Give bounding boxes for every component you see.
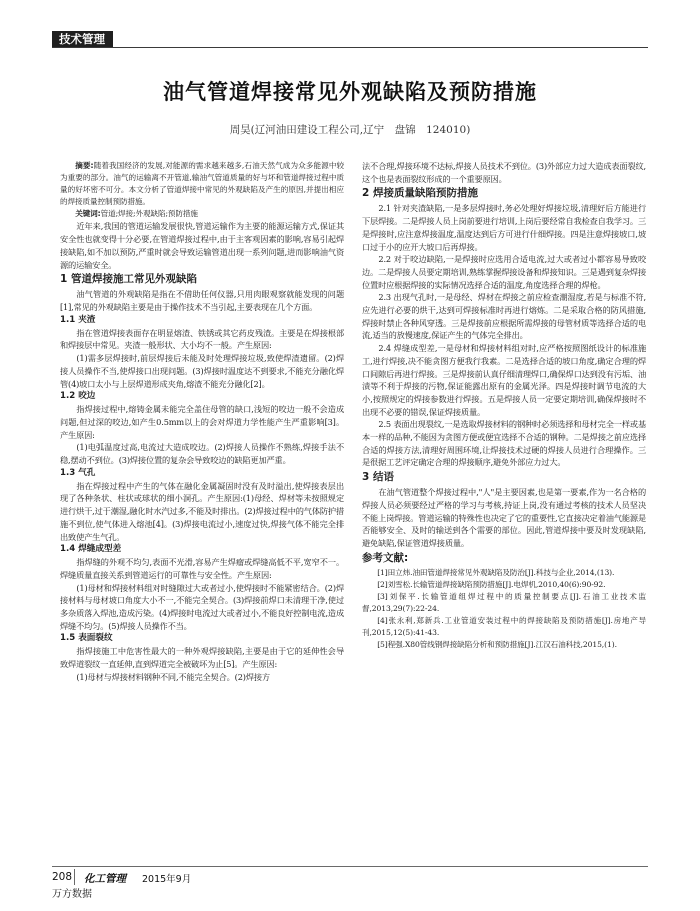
section-1-5-causes: (1)母材与焊接材料钢种不同,不能完全契合。(2)焊接方 (76, 671, 270, 682)
reference-item: [5]程强.X80管线钢焊接缺陷分析和预防措施[J].江汉石油科技,2015,(1). (377, 639, 617, 649)
section-1-4-causes: (1)母材和焊接材料组对时缝隙过大或者过小,使焊接时不能紧密结合。(2)焊接材料与母材坡口角度大小不一,不能完全契合。(3)焊接前焊口未清理干净,使过多杂质落入焊池,造成污染。(4)焊接时电流过大或者过小,不能良好控制电流,造成焊缝不均匀。(5)焊接人员操作不当。 (60, 582, 344, 631)
left-column (60, 160, 344, 684)
header-rule (52, 47, 648, 48)
section-1-5-paragraph: 指焊接施工中危害性最大的一种外观焊接缺陷,主要是由于它的延伸性会导致焊道裂纹一直延伸,直到焊道完全被破坏为止[5]。产生原因: (60, 646, 344, 670)
section-2-5-paragraph: 2.5 表面出现裂纹,一是选取焊接材料的钢种时必须选择和母材完全一样或基本一样的品种,不能因为贪图方便或便宜选择不合适的钢种。二是焊接之前应选择合适的焊接方法,清理好周围环境,让焊接技术过硬的焊接人员进行合理操作。三是很据工艺评定确定合理的焊接顺序,避免外部应力过大。 (362, 419, 646, 468)
article-title: 油气管道焊接常见外观缺陷及预防措施 (163, 80, 537, 104)
section-1-1-causes: (1)需多层焊接时,前层焊接后未能及时处理焊接垃圾,致使焊渣遗留。(2)焊接人员操作不当,使焊接口出现问题。(3)焊接时温度达不到要求,不能充分融化焊管(4)坡口太小与上层焊道形成夹角,熔渣不能充分融化[2]。 (60, 353, 344, 389)
section-1-3-heading: 1.3 气孔 (60, 467, 96, 478)
references-heading: 参考文献: (362, 551, 409, 564)
section-1-2-heading: 1.2 咬边 (60, 391, 96, 402)
section-3-heading: 3 结语 (362, 471, 394, 484)
reference-item: [3]刘保平.长输管道组焊过程中的质量控制要点[J].石油工业技术监督,2013,29(7):22-24. (362, 591, 646, 613)
keywords-label: 关键词: (75, 209, 101, 219)
journal-name: 化工管理 (84, 873, 126, 885)
section-1-4-heading: 1.4 焊缝成型差 (60, 544, 122, 555)
section-2-1-paragraph: 2.1 针对夹渣缺陷,一是多层焊接时,务必处理好焊接垃圾,清理好后方能进行下层焊接。二是焊接人员上岗前要进行培训,上岗后要经常自我检查自我学习。三是焊接时,应注意焊接温度,温度达到后方可进行什细焊接。四是注意焊接坡口,坡口过于小的应开大坡口后再焊接。 (362, 203, 646, 252)
section-1-4-paragraph: 指焊缝的外观不均匀,表面不光滑,容易产生焊瘤或焊缝高低不平,宽窄不一。焊缝质量直接关系到管道运行的可靠性与安全性。产生原因: (60, 557, 344, 580)
intro-paragraph: 近年来,我国的管道运输发展很快,管道运输作为主要的能源运输方式,保证其安全性也就变得十分必要,在管道焊接过程中,由于主客观因素的影响,容易引起焊接缺陷,如不加以预防,严重时就会导致运输管道出现一系列问题,进而影响油气资源的运输安全。 (60, 221, 344, 270)
abstract-label: 摘要: (75, 161, 94, 170)
section-2-heading: 2 焊接质量缺陷预防措施 (362, 187, 478, 200)
right-column (362, 160, 646, 651)
section-1-1-heading: 1.1 夹渣 (60, 314, 96, 325)
footer-separator (74, 869, 75, 885)
conclusion-paragraph: 在油气管道整个焊接过程中,"人"是主要因素,也是第一要素,作为一名合格的焊接人员必须要经过严格的学习与考核,持证上岗,没有通过考核的技术人员坚决不能上岗焊接。管道运输的特殊性也决定了它的重要性,它直接决定着油气能源是否能够安全、及时的输送到各个需要的部位。因此,管道焊接中要及时发现缺陷,避免缺陷,保证管道焊接质量。 (362, 487, 646, 548)
reference-item: [4]张永利,郑新兵.工业管道安装过程中的焊接缺陷及预防措施[J].房地产导刊,2015,12(5):41-43. (362, 615, 646, 637)
abstract-text: 随着我国经济的发展,对能源的需求越来越多,石油天然气成为众多能源中较为重要的部分。油气的运输离不开管道,输油气管道质量的好与坏和管道焊接过程中质量的好坏密不可分。本文分析了管道焊接中常见的外观缺陷及产生的原因,并提出相应的焊接质量控制预防措施。 (60, 161, 344, 207)
section-1-5-heading: 1.5 表面裂纹 (60, 633, 113, 644)
page-number: 208 (52, 871, 73, 883)
section-2-2-paragraph: 2.2 对于咬边缺陷,一是焊接时应选用合适电流,过大或者过小都容易导致咬边。二是焊接人员要定期培训,熟练掌握焊接设备和焊接知识。三是遇到复杂焊接位置时应根据焊接的实际情况选择合适的温度,角度选择合理的焊枪。 (362, 254, 646, 290)
section-1-2-causes: (1)电弧温度过高,电流过大造成咬边。(2)焊接人员操作不熟练,焊接手法不稳,摆动不到位。(3)焊接位置的复杂会导致咬边的缺陷更加严重。 (60, 442, 344, 466)
section-1-2-paragraph: 指焊接过程中,熔铸金属未能完全盖住母管的缺口,浅短的咬边一般不会造成问题,但过深的咬边,如产生0.5mm以上的会对焊道力学性能产生严重影响[3]。产生原因: (60, 404, 344, 440)
section-1-1-paragraph: 指在管道焊接表面存在明显熔渣、铁锈或其它药皮残渣。主要是在焊接根部和焊接层中常见。夹渣一般形状、大小均不一般。产生原因: (60, 327, 344, 351)
keywords-text: 管道;焊接;外观缺陷;预防措施 (100, 209, 198, 219)
footer-rule (52, 866, 648, 867)
column-tag: 技术管理 (52, 31, 113, 47)
section-1-paragraph: 油气管道的外观缺陷是指在不借助任何仪器,只用肉眼观察就能发现的问题[1],常见的外观缺陷主要是由于操作技术不当引起,主要表现在几个方面。 (60, 289, 344, 312)
section-1-heading: 1 管道焊接施工常见外观缺陷 (60, 273, 197, 286)
continued-paragraph: 法不合理,焊接环境不达标,焊接人员技术不到位。(3)外部应力过大造成表面裂纹,这个也是表面裂纹形成的一个重要原因。 (362, 161, 646, 184)
abstract (60, 160, 344, 220)
reference-item: [1]田立炜.油田管道焊接常见外观缺陷及防治[J].科技与企业,2014,(13). (377, 567, 615, 577)
author-byline: 周昊(辽河油田建设工程公司,辽宁 盘锦 124010) (229, 124, 471, 136)
reference-item: [2]刘雪松.长输管道焊接缺陷预防措施[J].电焊机,2010,40(6):90-92. (377, 579, 606, 589)
source-watermark: 万方数据 (52, 889, 92, 900)
section-2-3-paragraph: 2.3 出现气孔时,一是母经、焊材在焊接之前应检查潮湿度,若是与标准不符,应先进行必要的烘干,达到可焊接标准时再进行熔炼。二是采取合格的防风措施,焊接时禁止各种风穿透。三是焊接前应根据所需焊接的母管材质等选择合适的电流,适当的放慢速度,保证产生的气体完全排出。 (362, 292, 646, 341)
issue-date: 2015年9月 (142, 874, 192, 885)
section-1-3-paragraph: 指在焊接过程中产生的气体在融化金属凝固时没有及时溢出,使焊接表层出现了各种条状、柱状或球状的细小洞孔。产生原因:(1)母经、焊材等未按照规定进行烘干,过于潮湿,融化时水汽过多,不能及时排出。(2)焊接过程中的气体防护措施不到位,使气体进入熔池[4]。(3)焊接电流过小,速度过快,焊接气体不能完全排出致使产生气孔。 (60, 480, 344, 542)
section-2-4-paragraph: 2.4 焊缝成型差,一是母材和焊接材料组对时,应严格按照图纸设计的标准施工,进行焊接,决不能贪图方便我行我素。二是选择合适的坡口角度,确定合理的焊口间隙后再进行焊接。三是焊接前认真仔细清理焊口,确保焊口达到没有污垢、油渍等不利于焊接的污物,保证能露出原有的金属光泽。四是焊接时调节电流的大小,按照规定的焊接参数进行焊接。五是焊接人员一定要定期培训,确保焊接时不出现不必要的错误,保证焊接质量。 (362, 343, 646, 417)
